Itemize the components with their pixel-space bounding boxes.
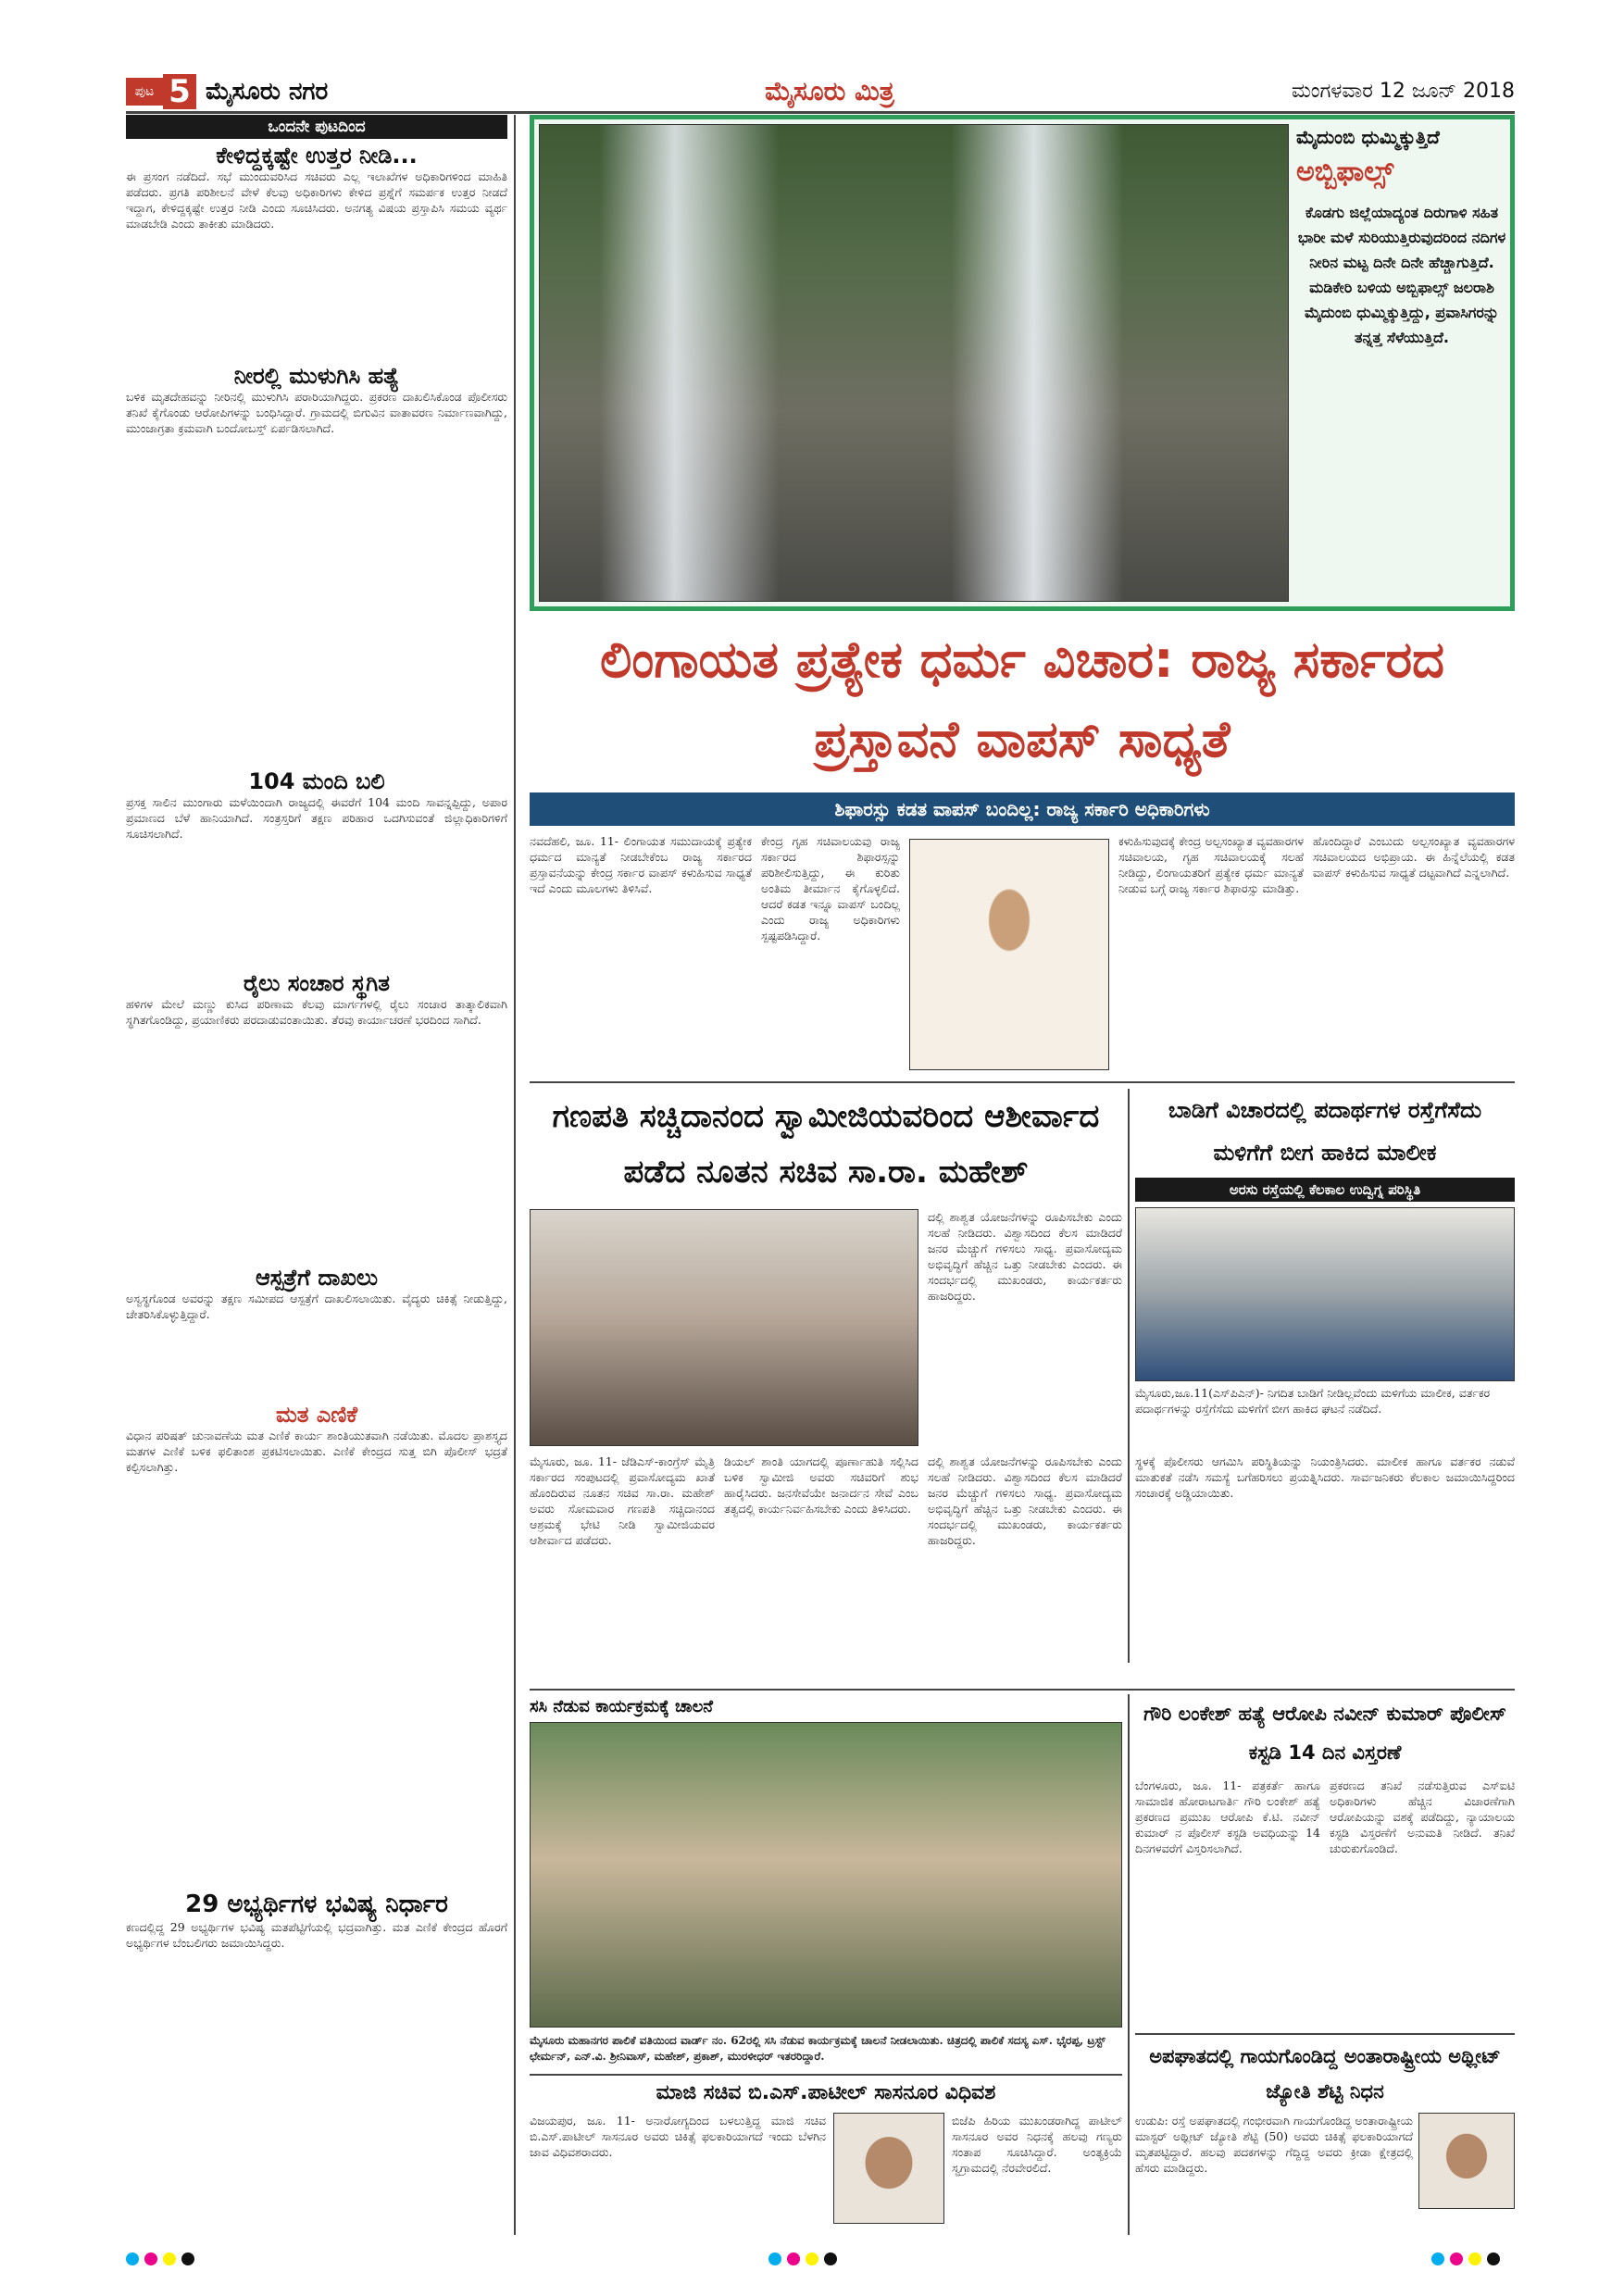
lead-body-col2: ಕೇಂದ್ರ ಗೃಹ ಸಚಿವಾಲಯವು ರಾಜ್ಯ ಸರ್ಕಾರದ ಶಿಫಾರಸ್ಸನ್ನು ಪರಿಶೀಲಿಸುತ್ತಿದ್ದು, ಈ ಕುರಿತು ಅಂತಿಮ ತೀರ್ಮಾನ ಕೈಗೊಳ್ಳಲಿದೆ. ಆದರೆ ಕಡತ ಇನ್ನೂ ವಾಪಸ್ ಬಂದಿಲ್ಲ ಎಂದು ರಾಜ್ಯ ಅಧಿಕಾರಿಗಳು ಸ್ಪಷ್ಟಪಡಿಸಿದ್ದಾರೆ. — [761, 834, 904, 942]
header-rule — [126, 111, 1515, 114]
section-heading: ಆಸ್ಪತ್ರೆಗೆ ದಾಖಲು — [255, 1265, 379, 1291]
lead-headline: ಲಿಂಗಾಯತ ಪ್ರತ್ಯೇಕ ಧರ್ಮ ವಿಚಾರ: ರಾಜ್ಯ ಸರ್ಕಾರದ ಪ್ರಸ್ತಾವನೆ ವಾಪಸ್ ಸಾಧ್ಯತೆ — [599, 630, 1445, 768]
patil-body-col1: ವಿಜಯಪುರ, ಜೂ. 11- ಅನಾರೋಗ್ಯದಿಂದ ಬಳಲುತ್ತಿದ್ದ ಮಾಜಿ ಸಚಿವ ಬಿ.ಎಸ್.ಪಾಟೀಲ್ ಸಾಸನೂರ ಅವರು ಚಿಕಿತ್ಸೆ ಫಲಕಾರಿಯಾಗದೆ ಇಂದು ಬೆಳಗಿನ ಜಾವ ವಿಧಿವಶರಾದರು. — [530, 2114, 830, 2159]
dot-icon — [1468, 2252, 1481, 2265]
patil-photo — [833, 2113, 944, 2224]
registration-marks-left — [126, 2252, 209, 2266]
shop-subhead: ಅರಸು ರಸ್ತೆಯಲ್ಲಿ ಕೆಲಕಾಲ ಉದ್ವಿಗ್ನ ಪರಿಸ್ಥಿತಿ — [1135, 1178, 1515, 1202]
registration-marks-right — [1431, 2252, 1515, 2266]
header-bar — [126, 74, 1515, 109]
page-number: 5 — [163, 74, 196, 109]
sapling-photo — [530, 1722, 1122, 2028]
dot-icon — [1487, 2252, 1500, 2265]
column-divider — [514, 115, 516, 2235]
sapling-caption: ಮೈಸೂರು ಮಹಾನಗರ ಪಾಲಿಕೆ ವತಿಯಿಂದ ವಾರ್ಡ್ ನಂ. 62ರಲ್ಲಿ ಸಸಿ ನೆಡುವ ಕಾರ್ಯಕ್ರಮಕ್ಕೆ ಚಾಲನೆ ನೀಡಲಾಯಿತು. ಚಿತ್ರದಲ್ಲಿ ಪಾಲಿಕೆ ಸದಸ್ಯ ಎಸ್. ಭೈರಪ್ಪ, ಟ್ರಸ್ಟ್ ಛೇರ್ಮನ್, ಎನ್.ವಿ. ಶ್ರೀನಿವಾಸ್, ಮಹೇಶ್, ಪ್ರಕಾಶ್, ಮುರಳೀಧರ್ ಇತರರಿದ್ದಾರೆ. — [530, 2034, 1106, 2063]
section-heading: ಕೇಳಿದ್ದಕ್ಕಷ್ಟೇ ಉತ್ತರ ನೀಡಿ... — [216, 143, 418, 168]
dot-icon — [1450, 2252, 1463, 2265]
shop-headline: ಬಾಡಿಗೆ ವಿಚಾರದಲ್ಲಿ ಪದಾರ್ಥಗಳ ರಸ್ತೆಗೆಸೆದು ಮಳಿಗೆಗೆ ಬೀಗ ಹಾಕಿದ ಮಾಲೀಕ — [1168, 1097, 1482, 1166]
section-heading: 29 ಅಭ್ಯರ್ಥಿಗಳ ಭವಿಷ್ಯ ನಿರ್ಧಾರ — [185, 1890, 448, 1918]
sidebar-lead: ಮೈದುಂಬಿ ಧುಮ್ಮಿಕ್ಕುತ್ತಿದೆ — [1296, 126, 1440, 148]
dot-icon — [163, 2252, 176, 2265]
section-body: ವಿಧಾನ ಪರಿಷತ್ ಚುನಾವಣೆಯ ಮತ ಎಣಿಕೆ ಕಾರ್ಯ ಶಾಂತಿಯುತವಾಗಿ ನಡೆಯಿತು. ಮೊದಲ ಪ್ರಾಶಸ್ತ್ಯದ ಮತಗಳ ಎಣಿಕೆ ಬಳಿಕ ಫಲಿತಾಂಶ ಪ್ರಕಟಿಸಲಾಯಿತು. ಎಣಿಕೆ ಕೇಂದ್ರದ ಸುತ್ತ ಬಿಗಿ ಪೊಲೀಸ್ ಭದ್ರತೆ ಕಲ್ಪಿಸಲಾಗಿತ್ತು. — [126, 1429, 511, 1474]
section-rule — [530, 2074, 1122, 2076]
section-heading: 104 ಮಂದಿ ಬಲಿ — [248, 768, 385, 794]
gauri-body-col2: ಪ್ರಕರಣದ ತನಿಖೆ ನಡೆಸುತ್ತಿರುವ ಎಸ್‌ಐಟಿ ಅಧಿಕಾರಿಗಳು ಹೆಚ್ಚಿನ ವಿಚಾರಣೆಗಾಗಿ ಆರೋಪಿಯನ್ನು ವಶಕ್ಕೆ ಪಡೆದಿದ್ದು, ನ್ಯಾಯಾಲಯ ಕಸ್ಟಡಿ ವಿಸ್ತರಣೆಗೆ ಅನುಮತಿ ನೀಡಿದೆ. ತನಿಖೆ ಚುರುಕುಗೊಂಡಿದೆ. — [1330, 1778, 1518, 1855]
waterfall-photo — [539, 124, 1289, 602]
lead-subhead: ಶಿಫಾರಸ್ಸು ಕಡತ ವಾಪಸ್ ಬಂದಿಲ್ಲ: ರಾಜ್ಯ ಸರ್ಕಾರಿ ಅಧಿಕಾರಿಗಳು — [530, 792, 1515, 826]
lead-body-col3: ಕಳುಹಿಸುವುದಕ್ಕೆ ಕೇಂದ್ರ ಅಲ್ಪಸಂಖ್ಯಾತ ವ್ಯವಹಾರಗಳ ಸಚಿವಾಲಯ, ಗೃಹ ಸಚಿವಾಲಯಕ್ಕೆ ಸಲಹೆ ನೀಡಿದ್ದು, ಲಿಂಗಾಯತರಿಗೆ ಪ್ರತ್ಯೇಕ ಧರ್ಮ ಮಾನ್ಯತೆ ನೀಡುವ ಬಗ್ಗೆ ರಾಜ್ಯ ಸರ್ಕಾರ ಶಿಫಾರಸ್ಸು ಮಾಡಿತ್ತು. — [1118, 834, 1307, 895]
athlete-body: ಉಡುಪಿ: ರಸ್ತೆ ಅಪಘಾತದಲ್ಲಿ ಗಂಭೀರವಾಗಿ ಗಾಯಗೊಂಡಿದ್ದ ಅಂತಾರಾಷ್ಟ್ರೀಯ ಮಾಸ್ಟರ್ ಅಥ್ಲೀಟ್ ಜ್ಯೋತಿ ಶೆಟ್ಟಿ (50) ಅವರು ಚಿಕಿತ್ಸೆ ಫಲಕಾರಿಯಾಗದೆ ಮೃತಪಟ್ಟಿದ್ದಾರೆ. ಹಲವು ಪದಕಗಳನ್ನು ಗೆದ್ದಿದ್ದ ಅವರು ಕ್ರೀಡಾ ಕ್ಷೇತ್ರದಲ್ಲಿ ಹೆಸರು ಮಾಡಿದ್ದರು. — [1135, 2114, 1417, 2175]
minister-body-col3: ದಲ್ಲಿ ಶಾಶ್ವತ ಯೋಜನೆಗಳನ್ನು ರೂಪಿಸಬೇಕು ಎಂದು ಸಲಹೆ ನೀಡಿದರು. ವಿಶ್ವಾಸದಿಂದ ಕೆಲಸ ಮಾಡಿದರೆ ಜನರ ಮೆಚ್ಚುಗೆ ಗಳಿಸಲು ಸಾಧ್ಯ. ಪ್ರವಾಸೋದ್ಯಮ ಅಭಿವೃದ್ಧಿಗೆ ಹೆಚ್ಚಿನ ಒತ್ತು ನೀಡಬೇಕು ಎಂದರು. ಈ ಸಂದರ್ಭದಲ್ಲಿ ಮುಖಂಡರು, ಕಾರ್ಯಕರ್ತರು ಹಾಜರಿದ್ದರು. — [928, 1454, 1126, 1547]
column-divider — [1128, 1089, 1130, 1663]
masthead-logo: ಮೈಸೂರು ಮಿತ್ರ — [765, 76, 894, 106]
left-column — [126, 141, 511, 2235]
minister-body-col1: ಮೈಸೂರು, ಜೂ. 11- ಜೆಡಿಎಸ್-ಕಾಂಗ್ರೆಸ್ ಮೈತ್ರಿ ಸರ್ಕಾರದ ಸಂಪುಟದಲ್ಲಿ ಪ್ರವಾಸೋದ್ಯಮ ಖಾತೆ ಹೊಂದಿರುವ ನೂತನ ಸಚಿವ ಸಾ.ರಾ. ಮಹೇಶ್ ಅವರು ಸೋಮವಾರ ಗಣಪತಿ ಸಚ್ಚಿದಾನಂದ ಆಶ್ರಮಕ್ಕೆ ಭೇಟಿ ನೀಡಿ ಸ್ವಾಮೀಜಿಯವರ ಆಶೀರ್ವಾದ ಪಡೆದರು. — [530, 1454, 718, 1547]
patil-headline: ಮಾಜಿ ಸಚಿವ ಬಿ.ಎಸ್.ಪಾಟೀಲ್ ಸಾಸನೂರ ವಿಧಿವಶ — [656, 2081, 996, 2104]
registration-marks-center — [768, 2252, 852, 2266]
athlete-photo — [1418, 2113, 1515, 2209]
sapling-label: ಸಸಿ ನೆಡುವ ಕಾರ್ಯಕ್ರಮಕ್ಕೆ ಚಾಲನೆ — [530, 1697, 713, 1716]
section-rule — [530, 1689, 1515, 1691]
section-rule — [1135, 2033, 1515, 2035]
section-heading: ಮತ ಎಣಿಕೆ — [275, 1402, 358, 1428]
section-heading: ನೀರಲ್ಲಿ ಮುಳುಗಿಸಿ ಹತ್ಯೆ — [233, 363, 400, 389]
section-body: ಅಸ್ವಸ್ಥಗೊಂಡ ಅವರನ್ನು ತಕ್ಷಣ ಸಮೀಪದ ಆಸ್ಪತ್ರೆಗೆ ದಾಖಲಿಸಲಾಯಿತು. ವೈದ್ಯರು ಚಿಕಿತ್ಸೆ ನೀಡುತ್ತಿದ್ದು, ಚೇತರಿಸಿಕೊಳ್ಳುತ್ತಿದ್ದಾರೆ. — [126, 1292, 511, 1321]
continuation-banner: ಒಂದನೇ ಪುಟದಿಂದ — [126, 115, 507, 139]
minister-side-col: ದಲ್ಲಿ ಶಾಶ್ವತ ಯೋಜನೆಗಳನ್ನು ರೂಪಿಸಬೇಕು ಎಂದು ಸಲಹೆ ನೀಡಿದರು. ವಿಶ್ವಾಸದಿಂದ ಕೆಲಸ ಮಾಡಿದರೆ ಜನರ ಮೆಚ್ಚುಗೆ ಗಳಿಸಲು ಸಾಧ್ಯ. ಪ್ರವಾಸೋದ್ಯಮ ಅಭಿವೃದ್ಧಿಗೆ ಹೆಚ್ಚಿನ ಒತ್ತು ನೀಡಬೇಕು ಎಂದರು. ಈ ಸಂದರ್ಭದಲ್ಲಿ ಮುಖಂಡರು, ಕಾರ್ಯಕರ್ತರು ಹಾಜರಿದ್ದರು. — [928, 1210, 1126, 1303]
dot-icon — [768, 2252, 781, 2265]
section-body: ಕಣದಲ್ಲಿದ್ದ 29 ಅಭ್ಯರ್ಥಿಗಳ ಭವಿಷ್ಯ ಮತಪೆಟ್ಟಿಗೆಯಲ್ಲಿ ಭದ್ರವಾಗಿತ್ತು. ಮತ ಎಣಿಕೆ ಕೇಂದ್ರದ ಹೊರಗೆ ಅಭ್ಯರ್ಥಿಗಳ ಬೆಂಬಲಿಗರು ಜಮಾಯಿಸಿದ್ದರು. — [126, 1920, 511, 1950]
column-divider — [1128, 1694, 1130, 2235]
dot-icon — [1431, 2252, 1444, 2265]
dot-icon — [126, 2252, 139, 2265]
basavanna-portrait — [909, 839, 1109, 1070]
sidebar-text: ಕೊಡಗು ಜಿಲ್ಲೆಯಾದ್ಯಂತ ದಿರುಗಾಳಿ ಸಹಿತ ಭಾರೀ ಮಳೆ ಸುರಿಯುತ್ತಿರುವುದರಿಂದ ನದಿಗಳ ನೀರಿನ ಮಟ್ಟ ದಿನೇ ದಿನೇ ಹೆಚ್ಚಾಗುತ್ತಿದೆ. ಮಡಿಕೇರಿ ಬಳಿಯ ಅಬ್ಬಿಫಾಲ್ಸ್ ಜಲರಾಶಿ ಮೈದುಂಬಿ ಧುಮ್ಮಿಕ್ಕುತ್ತಿದ್ದು, ಪ್ರವಾಸಿಗರನ್ನು ತನ್ನತ್ತ ಸೆಳೆಯುತ್ತಿದೆ. — [1297, 204, 1506, 346]
section-body: ಪ್ರಸಕ್ತ ಸಾಲಿನ ಮುಂಗಾರು ಮಳೆಯಿಂದಾಗಿ ರಾಜ್ಯದಲ್ಲಿ ಈವರೆಗೆ 104 ಮಂದಿ ಸಾವನ್ನಪ್ಪಿದ್ದು, ಅಪಾರ ಪ್ರಮಾಣದ ಬೆಳೆ ಹಾನಿಯಾಗಿದೆ. ಸಂತ್ರಸ್ತರಿಗೆ ತಕ್ಷಣ ಪರಿಹಾರ ಒದಗಿಸುವಂತೆ ಜಿಲ್ಲಾಧಿಕಾರಿಗಳಿಗೆ ಸೂಚಿಸಲಾಗಿದೆ. — [126, 795, 511, 841]
shop-photo — [1135, 1207, 1515, 1381]
minister-headline: ಗಣಪತಿ ಸಚ್ಚಿದಾನಂದ ಸ್ವಾಮೀಜಿಯವರಿಂದ ಆಶೀರ್ವಾದ ಪಡೆದ ನೂತನ ಸಚಿವ ಸಾ.ರಾ. ಮಹೇಶ್ — [552, 1098, 1100, 1191]
section-rule — [530, 1081, 1515, 1083]
issue-date: ಮಂಗಳವಾರ 12 ಜೂನ್ 2018 — [1291, 80, 1515, 103]
shop-caption: ಮೈಸೂರು,ಜೂ.11(ಎಸ್‌ಪಿಎನ್)- ನಿಗದಿತ ಬಾಡಿಗೆ ನೀಡಿಲ್ಲವೆಂದು ಮಳಿಗೆಯ ಮಾಲೀಕ, ವರ್ತಕರ ಪದಾರ್ಥಗಳನ್ನು ರಸ್ತೆಗೆಸೆದು ಮಳಿಗೆಗೆ ಬೀಗ ಹಾಕಿದ ಘಟನೆ ನಡೆದಿದೆ. — [1135, 1386, 1491, 1416]
dot-icon — [806, 2252, 818, 2265]
page-label: ಪುಟ — [126, 78, 163, 106]
shop-body: ಸ್ಥಳಕ್ಕೆ ಪೊಲೀಸರು ಆಗಮಿಸಿ ಪರಿಸ್ಥಿತಿಯನ್ನು ನಿಯಂತ್ರಿಸಿದರು. ಮಾಲೀಕ ಹಾಗೂ ವರ್ತಕರ ನಡುವೆ ಮಾತುಕತೆ ನಡೆಸಿ ಸಮಸ್ಯೆ ಬಗೆಹರಿಸಲು ಪ್ರಯತ್ನಿಸಿದರು. ಸಾರ್ವಜನಿಕರು ಕೆಲಕಾಲ ಜಮಾಯಿಸಿದ್ದರಿಂದ ಸಂಚಾರಕ್ಕೆ ಅಡ್ಡಿಯಾಯಿತು. — [1135, 1454, 1518, 1500]
swamiji-photo — [530, 1209, 918, 1446]
section-heading: ರೈಲು ಸಂಚಾರ ಸ್ಥಗಿತ — [244, 970, 390, 996]
section-body: ಈ ಪ್ರಸಂಗ ನಡೆದಿದೆ. ಸಭೆ ಮುಂದುವರಿಸಿದ ಸಚಿವರು ಎಲ್ಲ ಇಲಾಖೆಗಳ ಅಧಿಕಾರಿಗಳಿಂದ ಮಾಹಿತಿ ಪಡೆದರು. ಪ್ರಗತಿ ಪರಿಶೀಲನೆ ವೇಳೆ ಕೆಲವು ಅಧಿಕಾರಿಗಳು ಕೇಳಿದ ಪ್ರಶ್ನೆಗೆ ಸಮರ್ಪಕ ಉತ್ತರ ನೀಡದೆ ಇದ್ದಾಗ, ಕೇಳಿದ್ದಕ್ಕಷ್ಟೇ ಉತ್ತರ ನೀಡಿ ಎಂದು ಸೂಚಿಸಿದರು. ಅನಗತ್ಯ ವಿಷಯ ಪ್ರಸ್ತಾಪಿಸಿ ಸಮಯ ವ್ಯರ್ಥ ಮಾಡಬೇಡಿ ಎಂದು ತಾಕೀತು ಮಾಡಿದರು. — [126, 169, 511, 231]
gauri-headline: ಗೌರಿ ಲಂಕೇಶ್ ಹತ್ಯೆ ಆರೋಪಿ ನವೀನ್ ಕುಮಾರ್ ಪೊಲೀಸ್ ಕಸ್ಟಡಿ 14 ದಿನ ವಿಸ್ತರಣೆ — [1143, 1703, 1506, 1764]
section-body: ಹಳಿಗಳ ಮೇಲೆ ಮಣ್ಣು ಕುಸಿದ ಪರಿಣಾಮ ಕೆಲವು ಮಾರ್ಗಗಳಲ್ಲಿ ರೈಲು ಸಂಚಾರ ತಾತ್ಕಾಲಿಕವಾಗಿ ಸ್ಥಗಿತಗೊಂಡಿದ್ದು, ಪ್ರಯಾಣಿಕರು ಪರದಾಡುವಂತಾಯಿತು. ತೆರವು ಕಾರ್ಯಾಚರಣೆ ಭರದಿಂದ ಸಾಗಿದೆ. — [126, 997, 511, 1027]
dot-icon — [824, 2252, 837, 2265]
patil-body-col2: ಬಿಜೆಪಿ ಹಿರಿಯ ಮುಖಂಡರಾಗಿದ್ದ ಪಾಟೀಲ್ ಸಾಸನೂರ ಅವರ ನಿಧನಕ್ಕೆ ಹಲವು ಗಣ್ಯರು ಸಂತಾಪ ಸೂಚಿಸಿದ್ದಾರೆ. ಅಂತ್ಯಕ್ರಿಯೆ ಸ್ವಗ್ರಾಮದಲ್ಲಿ ನೆರವೇರಲಿದೆ. — [952, 2114, 1126, 2175]
athlete-headline: ಅಪಘಾತದಲ್ಲಿ ಗಾಯಗೊಂಡಿದ್ದ ಅಂತಾರಾಷ್ಟ್ರೀಯ ಅಥ್ಲೀಟ್ ಜ್ಯೋತಿ ಶೆಟ್ಟಿ ನಿಧನ — [1149, 2045, 1501, 2103]
lead-body-col1: ನವದೆಹಲಿ, ಜೂ. 11- ಲಿಂಗಾಯತ ಸಮುದಾಯಕ್ಕೆ ಪ್ರತ್ಯೇಕ ಧರ್ಮದ ಮಾನ್ಯತೆ ನೀಡಬೇಕೆಂಬ ರಾಜ್ಯ ಸರ್ಕಾರದ ಪ್ರಸ್ತಾವನೆಯನ್ನು ಕೇಂದ್ರ ಸರ್ಕಾರ ವಾಪಸ್ ಕಳುಹಿಸುವ ಸಾಧ್ಯತೆ ಇದೆ ಎಂದು ಮೂಲಗಳು ತಿಳಿಸಿವೆ. — [530, 834, 756, 895]
dot-icon — [787, 2252, 800, 2265]
section-body: ಬಳಿಕ ಮೃತದೇಹವನ್ನು ನೀರಿನಲ್ಲಿ ಮುಳುಗಿಸಿ ಪರಾರಿಯಾಗಿದ್ದರು. ಪ್ರಕರಣ ದಾಖಲಿಸಿಕೊಂಡ ಪೊಲೀಸರು ತನಿಖೆ ಕೈಗೊಂಡು ಆರೋಪಿಗಳನ್ನು ಬಂಧಿಸಿದ್ದಾರೆ. ಗ್ರಾಮದಲ್ಲಿ ಬಿಗುವಿನ ವಾತಾವರಣ ನಿರ್ಮಾಣವಾಗಿದ್ದು, ಮುಂಜಾಗ್ರತಾ ಕ್ರಮವಾಗಿ ಬಂದೋಬಸ್ತ್ ಏರ್ಪಡಿಸಲಾಗಿದೆ. — [126, 390, 511, 435]
gauri-body-col1: ಬೆಂಗಳೂರು, ಜೂ. 11- ಪತ್ರಕರ್ತೆ ಹಾಗೂ ಸಾಮಾಜಿಕ ಹೋರಾಟಗಾರ್ತಿ ಗೌರಿ ಲಂಕೇಶ್ ಹತ್ಯೆ ಪ್ರಕರಣದ ಪ್ರಮುಖ ಆರೋಪಿ ಕೆ.ಟಿ. ನವೀನ್ ಕುಮಾರ್ ನ ಪೊಲೀಸ್ ಕಸ್ಟಡಿ ಅವಧಿಯನ್ನು 14 ದಿನಗಳವರೆಗೆ ವಿಸ್ತರಿಸಲಾಗಿದೆ. — [1135, 1778, 1324, 1855]
minister-body-col2: ಡಿಯಲ್ ಶಾಂತಿ ಯಾಗದಲ್ಲಿ ಪೂರ್ಣಾಹುತಿ ಸಲ್ಲಿಸಿದ ಬಳಿಕ ಸ್ವಾಮೀಜಿ ಅವರು ಸಚಿವರಿಗೆ ಶುಭ ಹಾರೈಸಿದರು. ಜನಸೇವೆಯೇ ಜನಾರ್ದನ ಸೇವೆ ಎಂಬ ತತ್ವದಲ್ಲಿ ಕಾರ್ಯನಿರ್ವಹಿಸಬೇಕು ಎಂದು ತಿಳಿಸಿದರು. — [724, 1454, 922, 1516]
sidebar-title: ಅಬ್ಬಿಫಾಲ್ಸ್ — [1296, 156, 1394, 188]
dot-icon — [144, 2252, 157, 2265]
waterfall-sidebar — [1296, 124, 1507, 602]
section-title: ಮೈಸೂರು ನಗರ — [206, 78, 329, 106]
dot-icon — [181, 2252, 194, 2265]
lead-body-col4: ಹೊಂದಿದ್ದಾರೆ ಎಂಬುದು ಅಲ್ಪಸಂಖ್ಯಾತ ವ್ಯವಹಾರಗಳ ಸಚಿವಾಲಯದ ಅಭಿಪ್ರಾಯ. ಈ ಹಿನ್ನೆಲೆಯಲ್ಲಿ ಕಡತ ವಾಪಸ್ ಕಳುಹಿಸುವ ಸಾಧ್ಯತೆ ದಟ್ಟವಾಗಿದೆ ಎನ್ನಲಾಗಿದೆ. — [1313, 834, 1518, 880]
